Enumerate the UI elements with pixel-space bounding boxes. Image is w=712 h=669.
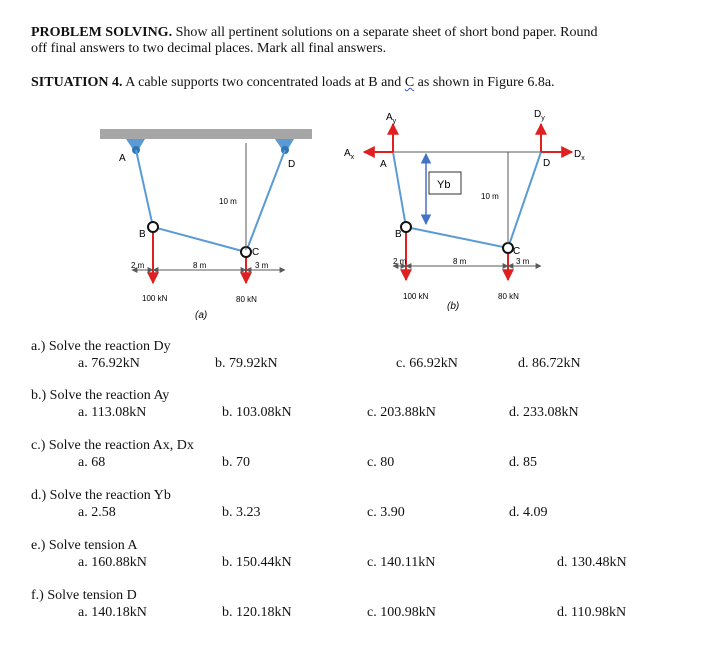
dim-2m-fbd: 2 m bbox=[393, 257, 407, 266]
question-b: b.) Solve the reaction Ay bbox=[31, 388, 170, 403]
dim-2m: 2 m bbox=[131, 261, 145, 270]
label-b-fbd: B bbox=[395, 229, 402, 240]
choice-a-b: b. 79.92kN bbox=[215, 356, 278, 371]
choice-f-d: d. 110.98kN bbox=[557, 605, 627, 620]
choice-d-d: d. 4.09 bbox=[509, 505, 548, 520]
choice-f-b: b. 120.18kN bbox=[222, 605, 292, 620]
label-b: B bbox=[139, 229, 146, 240]
label-c-fbd: C bbox=[513, 246, 521, 257]
situation-heading: SITUATION 4. bbox=[31, 75, 123, 90]
label-dy: $D_y$ bbox=[534, 109, 545, 122]
load-b-fbd-value: 100 kN bbox=[403, 292, 429, 301]
load-b-value: 100 kN bbox=[142, 294, 168, 303]
joint-b-fbd-icon bbox=[401, 222, 411, 232]
choice-c-d: d. 85 bbox=[509, 455, 537, 470]
situation-text-after: as shown in Figure 6.8a. bbox=[414, 75, 555, 90]
label-d: D bbox=[288, 159, 296, 170]
choice-d-c: c. 3.90 bbox=[367, 505, 405, 520]
question-f: f.) Solve tension D bbox=[31, 588, 137, 603]
dim-8m-fbd: 8 m bbox=[453, 257, 467, 266]
cable-fbd bbox=[393, 152, 541, 248]
cable bbox=[136, 150, 285, 252]
question-c: c.) Solve the reaction Ax, Dx bbox=[31, 438, 194, 453]
yb-label: Yb bbox=[437, 179, 451, 191]
choice-a-c: c. 66.92kN bbox=[396, 356, 458, 371]
dim-10m-fbd: 10 m bbox=[481, 192, 499, 201]
choice-c-c: c. 80 bbox=[367, 455, 395, 470]
ceiling-support bbox=[100, 129, 312, 139]
joint-b-icon bbox=[148, 222, 158, 232]
choice-e-b: b. 150.44kN bbox=[222, 555, 292, 570]
dim-3m-fbd: 3 m bbox=[516, 257, 530, 266]
question-a: a.) Solve the reaction Dy bbox=[31, 339, 171, 354]
choice-d-a: a. 2.58 bbox=[78, 505, 116, 520]
choice-a-a: a. 76.92kN bbox=[78, 356, 140, 371]
question-d: d.) Solve the reaction Yb bbox=[31, 488, 171, 503]
choice-e-a: a. 160.88kN bbox=[78, 555, 147, 570]
choice-e-c: c. 140.11kN bbox=[367, 555, 436, 570]
dim-8m: 8 m bbox=[193, 261, 207, 270]
label-dx: $D_x$ bbox=[574, 149, 585, 162]
dim-3m: 3 m bbox=[255, 261, 269, 270]
situation-text-before: A cable supports two concentrated loads at B and bbox=[122, 75, 405, 90]
choice-c-b: b. 70 bbox=[222, 455, 250, 470]
load-c-value: 80 kN bbox=[236, 295, 257, 304]
label-ay: $A_y$ bbox=[386, 112, 397, 125]
figure-b-caption: (b) bbox=[447, 301, 460, 312]
problem-text: Show all pertinent solutions on a separate sheet of short bond paper. Round bbox=[172, 25, 598, 40]
label-a: A bbox=[119, 153, 126, 164]
figure-b bbox=[344, 109, 585, 312]
choice-d-b: b. 3.23 bbox=[222, 505, 261, 520]
choice-b-d: d. 233.08kN bbox=[509, 405, 579, 420]
choice-f-a: a. 140.18kN bbox=[78, 605, 147, 620]
problem-heading: PROBLEM SOLVING. bbox=[31, 25, 173, 40]
choice-c-a: a. 68 bbox=[78, 455, 106, 470]
label-d-fbd: D bbox=[543, 158, 551, 169]
choice-b-b: b. 103.08kN bbox=[222, 405, 292, 420]
label-a-fbd: A bbox=[380, 159, 387, 170]
choice-a-d: d. 86.72kN bbox=[518, 356, 581, 371]
choice-b-c: c. 203.88kN bbox=[367, 405, 436, 420]
problem-instructions-line2: off final answers to two decimal places. Mark all final answers. bbox=[31, 41, 387, 56]
load-c-fbd-value: 80 kN bbox=[498, 292, 519, 301]
choice-f-c: c. 100.98kN bbox=[367, 605, 436, 620]
dim-10m: 10 m bbox=[219, 197, 237, 206]
choice-e-d: d. 130.48kN bbox=[557, 555, 627, 570]
figure-a-caption: (a) bbox=[195, 310, 208, 321]
figure-a bbox=[100, 129, 312, 321]
situation-point: C bbox=[404, 75, 415, 90]
choice-b-a: a. 113.08kN bbox=[78, 405, 147, 420]
label-ax: $A_x$ bbox=[344, 148, 355, 161]
joint-c-fbd-icon bbox=[503, 243, 513, 253]
label-c: C bbox=[252, 247, 260, 258]
question-e: e.) Solve tension A bbox=[31, 538, 138, 553]
